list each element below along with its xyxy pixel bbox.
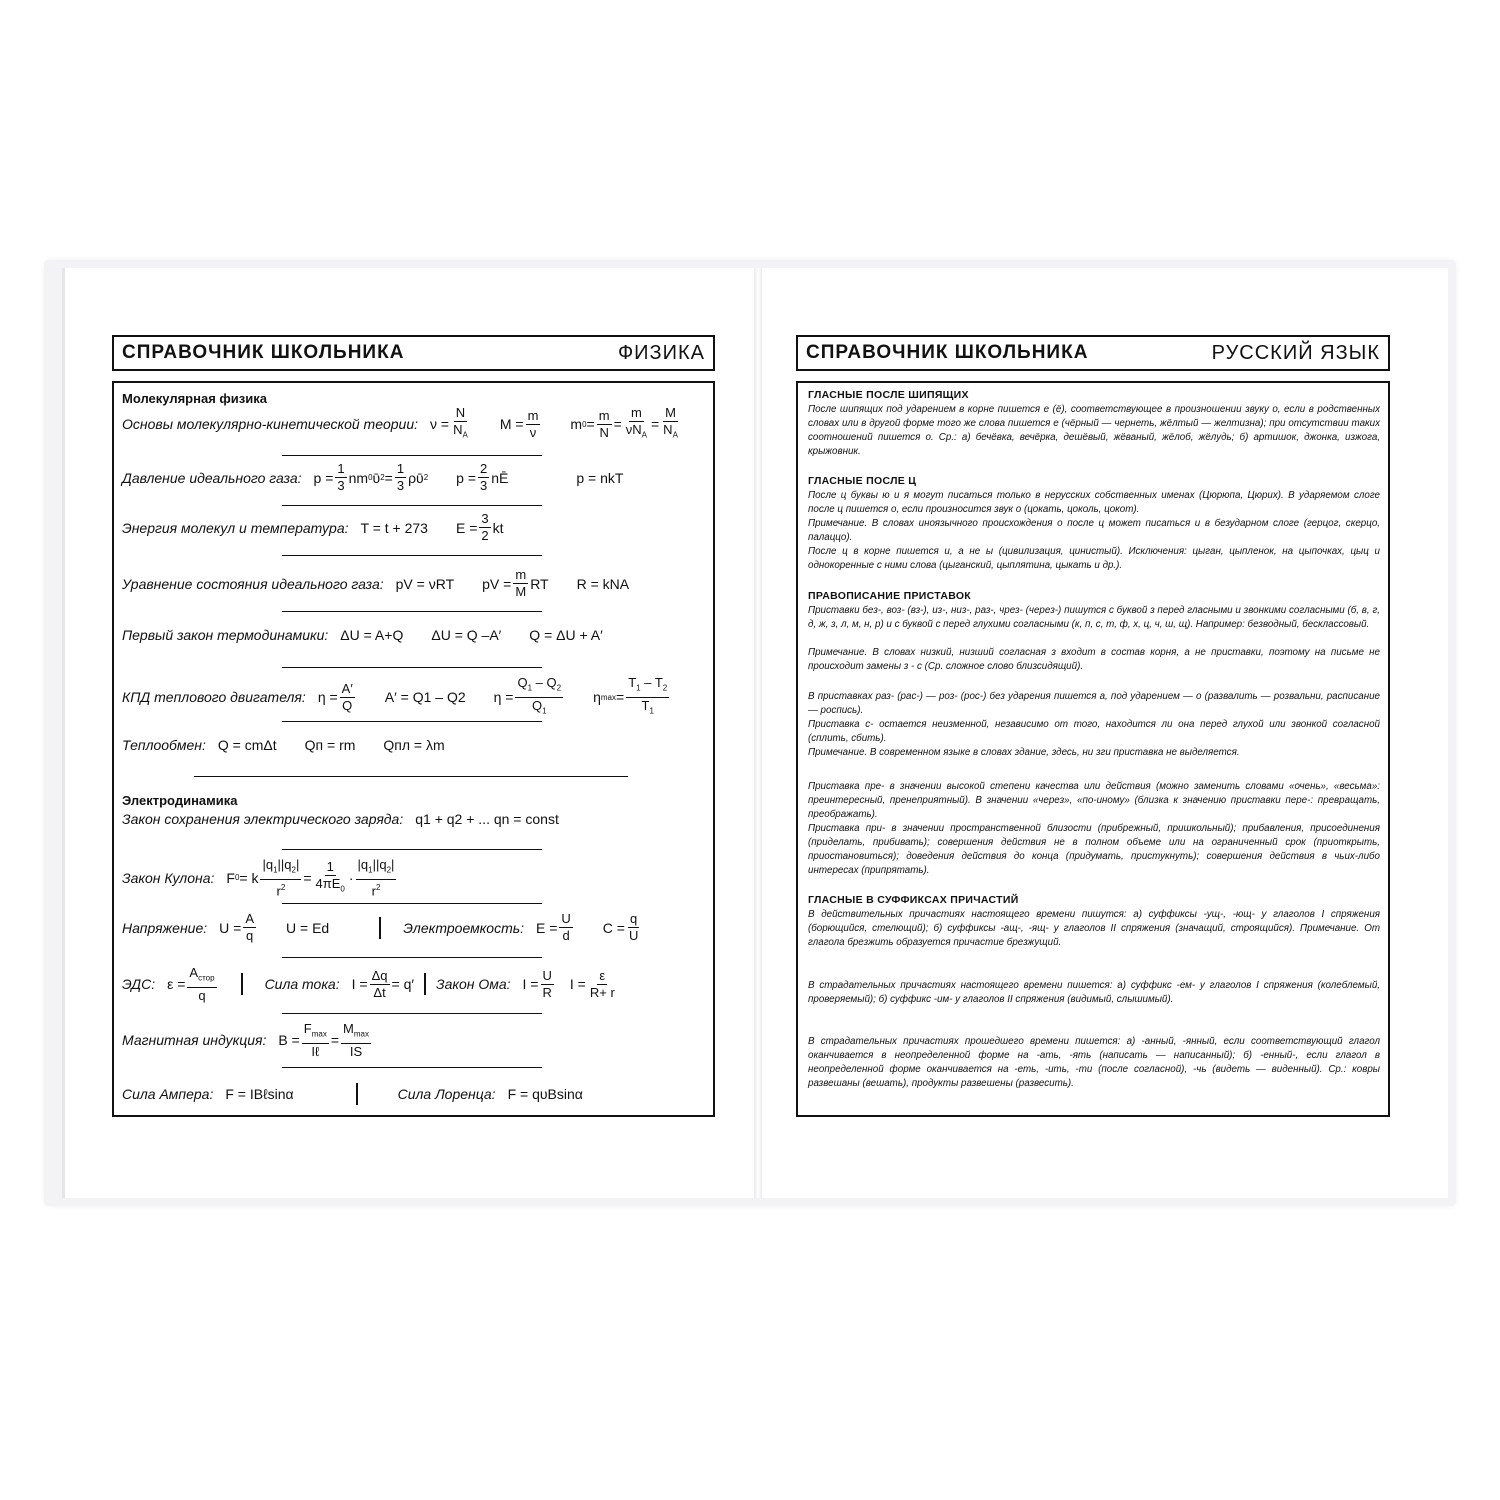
formula-row-thermo: [122, 627, 631, 643]
paragraph: В страдательных причастиях прошедшего времени пишется: а) -анный, -янный, если соответствующий глагол оканчивается в неопределенной форме на -ать, -ять (написать — написанный); б) -енный-, если глагол в неопределенной форме оканчивается на -еть, -ить, -ти (после согласной), -чь (видеть — виденный). Ср.: ковры развешаны (вешать), продукты развешены (развесить).: [808, 1036, 1380, 1089]
section-prefix-spelling: ПРАВОПИСАНИЕ ПРИСТАВОК: [808, 590, 971, 602]
capacity-label: Электроемкость:: [403, 919, 524, 936]
formula-row-coulomb: [122, 857, 426, 899]
charge-label: Закон сохранения электрического заряда:: [122, 811, 404, 827]
formula-row-energy: [122, 511, 532, 544]
heat-label: Теплообмен:: [122, 737, 206, 753]
current-label: Сила тока:: [264, 976, 340, 993]
formula-capacity-2: C = $\frac{q}{U}$: [602, 911, 639, 943]
magnet-label: Магнитная индукция:: [122, 1032, 267, 1049]
paragraph: Приставка пре- в значении высокой степени качества или действия (можно заменить словами «очень», «весьма»: преинтересный, пренеприятный). В значении «через», «по-иному» (близка к значению приставки пере-: превращать, преображать).: [808, 781, 1380, 820]
russian-header: [796, 335, 1390, 371]
physics-header-subject: ФИЗИКА: [617, 341, 705, 364]
formula-ampere: F = IBℓsinα: [225, 1086, 294, 1102]
section-vowels-after-sibilants: ГЛАСНЫЕ ПОСЛЕ ШИПЯЩИХ: [808, 389, 969, 401]
russian-header-subject: РУССКИЙ ЯЗЫК: [1211, 341, 1380, 364]
mkt-label: Основы молекулярно-кинетической теории:: [122, 416, 419, 433]
lorentz-label: Сила Лоренца:: [397, 1086, 496, 1102]
formula-nu: ν = $\frac{N}{N_A}$: [430, 405, 468, 440]
formula-kpd-1: η = $\frac{A'}{Q}$: [317, 680, 353, 713]
divider: [282, 555, 542, 556]
divider: [282, 849, 542, 850]
formula-thermo-3: Q = ΔU + A′: [529, 627, 603, 643]
paragraph: В действительных причастиях настоящего времени пишутся: а) суффиксы -ущ-, -ющ- у глаголов I спряжения (борющийся, стелющий); б) суффиксы -ащ-, -ящ- у глаголов II спряжения (значащий, строящийся). Примечание. От глагола брезжить образуется причастие брезжущий.: [808, 909, 1380, 948]
formula-row-heat: [122, 737, 473, 753]
divider: [282, 667, 542, 668]
formula-heat-3: Qпл = λm: [383, 737, 445, 753]
formula-ohm-2: I = $\frac{\varepsilon}{R+ r}$: [569, 967, 615, 1000]
notebook-spine: [754, 268, 762, 1198]
formula-row-magnet: [122, 1021, 401, 1060]
formula-magnet: B = $\frac{F_{max}}{\text{Iℓ}}$ = $\frac{M_{max}}{IS}$: [278, 1021, 370, 1059]
russian-header-title: СПРАВОЧНИК ШКОЛЬНИКА: [806, 342, 1089, 363]
formula-molar-mass: M = $\frac{m}{\nu}$: [499, 407, 539, 440]
formula-temperature: T = t + 273: [360, 519, 428, 536]
divider: [282, 903, 542, 904]
paragraph: Приставки без-, воз- (вз-), из-, низ-, раз-, чрез- (через-) пишутся с буквой з перед гласными и звонкими согласными (б, в, г, д, ж, з, л, м, н, р) и с буквой с перед глухими согласными (к, п, с, т, ф, х, ц, ч, ш, щ). Например: безводный, бесклассовый.: [808, 605, 1380, 630]
formula-row-pressure: [122, 461, 651, 494]
paragraph: После шипящих под ударением в корне пишется е (ё), соответствующее в произношении звуку о, если в родственных словах или в другой форме того же слова пишется е (чёрный — чернеть, жёлтый — желтизна); при отсутствии таких соотношений пишется о. Ср.: а) бечёвка, вечёрка, дешёвый, жёваный, жёлоб, жёлудь; б) артишок, джонка, изжога, крыжовник.: [808, 404, 1380, 457]
section-divider: [194, 776, 628, 777]
physics-header: [112, 335, 715, 371]
formula-thermo-1: ΔU = A+Q: [340, 627, 404, 643]
divider: [282, 505, 542, 506]
emf-label: ЭДС:: [122, 976, 156, 993]
formula-kpd-2: A′ = Q1 – Q2: [384, 689, 466, 706]
formula-current: I = $\frac{\Delta q}{\Delta t}$ = q′: [351, 967, 414, 1000]
paragraph: В приставках раз- (рас-) — роз- (рос-) без ударения пишется а, под ударением — о (развалить — розвальни, расписание — роспись).: [808, 691, 1380, 716]
physics-header-title: СПРАВОЧНИК ШКОЛЬНИКА: [122, 342, 405, 363]
kpd-label: КПД теплового двигателя:: [122, 689, 306, 706]
formula-lorentz: F = qυBsinα: [507, 1086, 583, 1102]
paragraph: Примечание. В словах низкий, низший согласная з входит в состав корня, а не приставки, поэтому на письме не происходит замены з - с (Ср. сложное слово близсидящий).: [808, 647, 1380, 672]
vertical-separator: [241, 973, 243, 995]
formula-energy: E = $\frac{3}{2}$ kt: [455, 511, 504, 543]
formula-thermo-2: ΔU = Q –A′: [431, 627, 502, 643]
formula-state-1: pV = νRT: [395, 575, 455, 592]
divider: [282, 611, 542, 612]
vertical-separator: [424, 973, 426, 995]
paragraph: В страдательных причастиях настоящего времени пишется: а) суффикс -ем- у глаголов I спряжения (колеблемый, проверяемый); б) суффикс -им- у глаголов II спряжения (видимый, слышимый).: [808, 980, 1380, 1005]
voltage-label: Напряжение:: [122, 919, 208, 936]
formula-kpd-4: η max = $\frac{T_1 - T_2}{T_1}$: [593, 675, 668, 716]
formula-row-emf: [122, 965, 619, 1004]
formula-ohm-1: I = $\frac{U}{R}$: [522, 967, 552, 1000]
pressure-label: Давление идеального газа:: [122, 469, 302, 486]
formula-state-3: R = kNA: [576, 575, 630, 592]
energy-label: Энергия молекул и температура:: [122, 519, 349, 536]
formula-heat-2: Qп = rm: [304, 737, 356, 753]
formula-row-voltage: [122, 911, 670, 944]
paragraph: Приставка с- остается неизменной, независимо от того, находится ли она перед глухой или звонкой согласной (сплить, сбить).: [808, 719, 1380, 744]
formula-capacity-1: E = $\frac{U}{d}$: [535, 911, 571, 943]
formula-heat-1: Q = cmΔt: [217, 737, 277, 753]
ampere-label: Сила Ампера:: [122, 1086, 214, 1102]
section-electrodynamics: Электродинамика: [122, 793, 238, 808]
formula-pressure-2: p = $\frac{2}{3}$ nĒ: [456, 461, 509, 493]
russian-content-box: [796, 381, 1390, 1117]
formula-pressure-1: p = $\frac{1}{3}$ nm 0 ῡ 2 = $\frac{1}{3}$ ρῡ 2: [313, 461, 429, 493]
formula-row-mkt: [122, 405, 710, 444]
paragraph: Приставка при- в значении пространственной близости (прибрежный, пришкольный); прибавления, присоединения (приделать, прибивать); совершения действия не в полном объеме или на ограниченный срок (приоткрыть, приостановиться); доведения действия до конца (придумать, пристукнуть); совершения действия в чьих-либо интересах (припрятать).: [808, 823, 1380, 876]
formula-row-forces: [122, 1083, 611, 1105]
formula-row-kpd: [122, 675, 699, 719]
formula-m0: m 0 = $\frac{m}{N}$ = $\frac{m}{\nu N_A}$ = $\frac{M}{N_A}$: [570, 405, 678, 440]
formula-voltage-1: U = $\frac{A}{q}$: [219, 911, 254, 943]
formula-charge: q1 + q2 + ... qn = const: [415, 811, 559, 827]
thermo-label: Первый закон термодинамики:: [122, 627, 329, 643]
section-molecular-physics: Молекулярная физика: [122, 391, 267, 406]
paragraph: После ц буквы ю и я могут писаться только в нерусских собственных именах (Цюрюпа, Цюрих). В ударяемом слоге после ц пишется о, если произносится звук о (цокать, цоколь, цокот).: [808, 490, 1380, 515]
divider: [282, 721, 542, 722]
ohm-label: Закон Ома:: [435, 976, 511, 993]
section-vowels-after-ts: ГЛАСНЫЕ ПОСЛЕ Ц: [808, 475, 917, 487]
formula-state-2: pV = $\frac{m}{M}$ RT: [482, 567, 549, 599]
section-participle-suffixes: ГЛАСНЫЕ В СУФФИКСАХ ПРИЧАСТИЙ: [808, 894, 1019, 906]
divider: [282, 957, 542, 958]
paragraph: Примечание. В словах иноязычного происхождения о после ц может писаться и в безударном слоге (герцог, скерцо, палаццо).: [808, 518, 1380, 543]
formula-kpd-3: η = $\frac{Q_1 - Q_2}{Q_1}$: [493, 675, 562, 716]
state-label: Уравнение состояния идеального газа:: [122, 575, 384, 592]
divider: [282, 455, 542, 456]
formula-coulomb: F 0 = k $\frac{|q_1||q_2|}{r^2}$ = $\frac{1}{4\pi E_0}$ · $\frac{|q_1||q_2|}{r^2}$: [226, 857, 395, 898]
formula-emf: ε = $\frac{A_{стор}}{q}$: [167, 965, 215, 1003]
coulomb-label: Закон Кулона:: [122, 869, 215, 886]
formula-row-state: [122, 567, 657, 600]
formula-row-charge: [122, 811, 587, 827]
paragraph: После ц в корне пишется и, а не ы (цивилизация, цинистый). Исключения: цыган, цыпленок, на цыпочках, цыц и однокоренные с ними слова (цыганский, цыплятина, цыкать и др.).: [808, 546, 1380, 571]
divider: [282, 1013, 542, 1014]
paragraph: Примечание. В современном языке в словах здание, здесь, ни зги приставка не выделяется.: [808, 747, 1240, 758]
divider: [282, 1067, 542, 1068]
vertical-separator: [379, 917, 381, 939]
vertical-separator: [356, 1083, 358, 1105]
physics-content-box: [112, 381, 715, 1117]
formula-pressure-3: p = nkT: [576, 469, 624, 486]
formula-voltage-2: U = Ed: [286, 919, 330, 936]
